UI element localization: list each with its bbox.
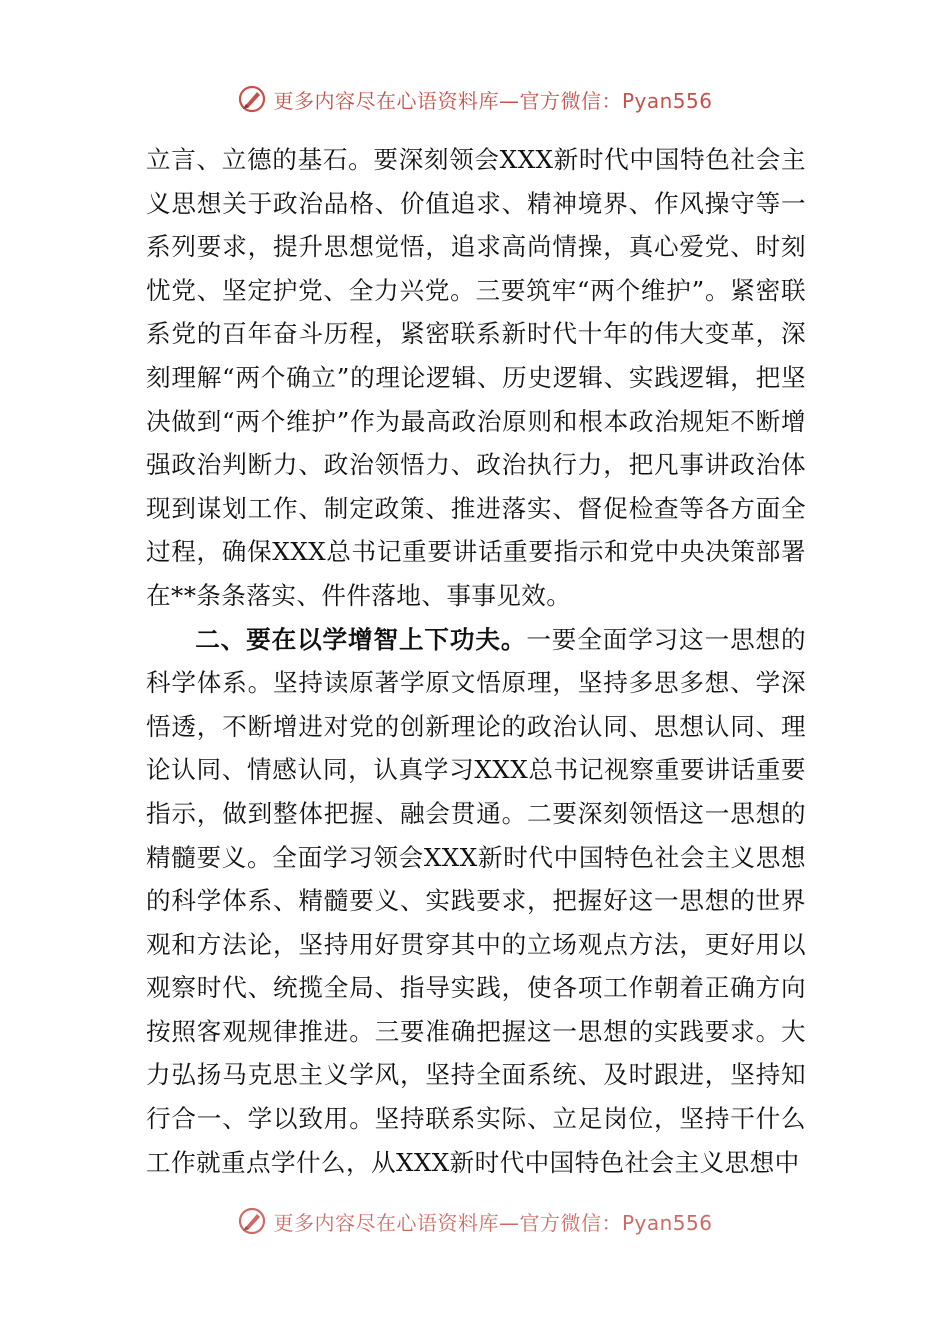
pen-circle-logo-icon <box>237 1206 267 1236</box>
paragraph-1 <box>146 138 806 618</box>
paragraph-2 <box>146 618 806 1185</box>
pen-circle-logo-icon <box>237 84 267 114</box>
watermark-header <box>0 84 950 114</box>
watermark-text: 更多内容尽在心语资料库—官方微信：Pyan556 <box>273 1210 713 1235</box>
paragraph-1-text: 立言、立德的基石。要深刻领会XXX新时代中国特色社会主义思想关于政治品格、价值追求、精神境界、作风操守等一系列要求，提升思想觉悟，追求高尚情操，真心爱党、时刻忧党、坚定护党、全力兴党。三要筑牢“两个维护”。紧密联系党的百年奋斗历程，紧密联系新时代十年的伟大变革，深刻理解“两个确立”的理论逻辑、历史逻辑、实践逻辑，把坚决做到“两个维护”作为最高政治原则和根本政治规矩不断增强政治判断力、政治领悟力、政治执行力，把凡事讲政治体现到谋划工作、制定政策、推进落实、督促检查等各方面全过程，确保XXX总书记重要讲话重要指示和党中央决策部署在**条条落实、件件落地、事事见效。 <box>146 145 806 610</box>
document-body <box>146 138 806 1184</box>
watermark-text: 更多内容尽在心语资料库—官方微信：Pyan556 <box>273 88 713 113</box>
section-heading: 二、要在以学增智上下功夫。 <box>195 624 527 654</box>
watermark-footer <box>0 1206 950 1236</box>
paragraph-2-text: 一要全面学习这一思想的科学体系。坚持读原著学原文悟原理，坚持多思多想、学深悟透，不断增进对党的创新理论的政治认同、思想认同、理论认同、情感认同，认真学习XXX总书记视察重要讲话重要指示，做到整体把握、融会贯通。二要深刻领悟这一思想的精髓要义。全面学习领会XXX新时代中国特色社会主义思想的科学体系、精髓要义、实践要求，把握好这一思想的世界观和方法论，坚持用好贯穿其中的立场观点方法，更好用以观察时代、统揽全局、指导实践，使各项工作朝着正确方向按照客观规律推进。三要准确把握这一思想的实践要求。大力弘扬马克思主义学风，坚持全面系统、及时跟进，坚持知行合一、学以致用。坚持联系实际、立足岗位，坚持干什么工作就重点学什么，从XXX新时代中国特色社会主义思想中 <box>146 624 807 1177</box>
